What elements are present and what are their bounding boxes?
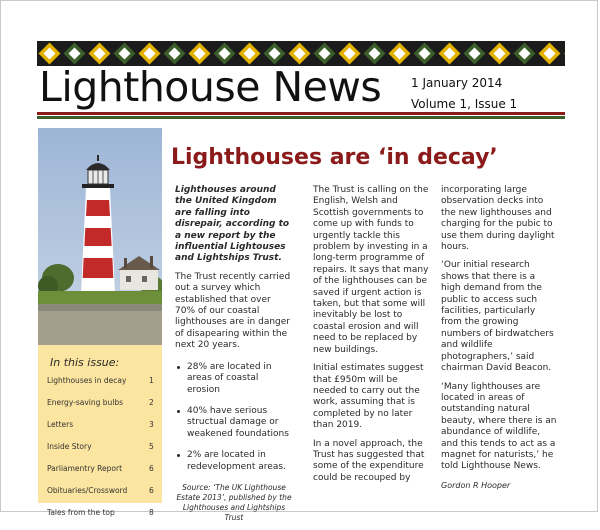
- contents-item-label: Letters: [47, 420, 74, 429]
- issue-volume: Volume 1, Issue 1: [411, 97, 518, 111]
- contents-item[interactable]: [47, 398, 159, 420]
- contents-item[interactable]: [47, 376, 159, 398]
- article-paragraph: The Trust is calling on the English, Welsh and Scottish governments to come up with funds to urgently tackle this problem by investing in a long-term programme of repairs. It says that many of the lighthouses can be saved if urgent action is taken, but that some will inevitably be lost to coastal erosion and will need to be replaced by new buildings.: [313, 185, 429, 355]
- article-column-3: [441, 185, 557, 498]
- contents-item-page: 5: [149, 442, 154, 451]
- source-note: Source: ‘The UK Lighthouse Estate 2013’, published by the Lighthouses and Lightships Trust: [176, 482, 292, 522]
- contents-item[interactable]: [47, 420, 159, 442]
- contents-item[interactable]: [47, 486, 159, 508]
- issue-date: 1 January 2014: [411, 76, 503, 90]
- masthead-rule-green: [37, 116, 565, 119]
- contents-item-label: Parliamentry Report: [47, 464, 123, 473]
- contents-item[interactable]: [47, 508, 159, 530]
- statistics-item: 28% are located in areas of coastal erosion: [175, 362, 293, 396]
- contents-item-page: 1: [149, 376, 154, 385]
- contents-item-page: 2: [149, 398, 154, 407]
- contents-item-page: 6: [149, 486, 154, 495]
- statistics-list: [175, 362, 293, 473]
- contents-item[interactable]: [47, 464, 159, 486]
- article-paragraph: In a novel approach, the Trust has suggested that some of the expenditure could be recouped by: [313, 438, 425, 483]
- contents-item-label: Lighthouses in decay: [47, 376, 127, 385]
- article-paragraph: Initial estimates suggest that £950m will be needed to carry out the work, assuming that is completed by no later than 2019.: [313, 363, 424, 431]
- masthead-title: Lighthouse News: [39, 63, 382, 111]
- contents-item-page: 8: [149, 508, 154, 517]
- article-paragraph: incorporating large observation decks into the new lighthouses and charging for the pubic to use them during daylight hours.: [441, 185, 555, 253]
- border-diamond: [564, 43, 566, 65]
- article-byline: Gordon R Hooper: [441, 480, 511, 490]
- in-this-issue-heading: In this issue:: [50, 356, 120, 369]
- article-column-2: [313, 185, 430, 491]
- article-paragraph: ‘Our initial research shows that there is a high demand from the public to access such facilities, particularly from the growing numbers of birdwatchers and wildlife photographers,’ said chairman David Beacon.: [441, 260, 554, 374]
- contents-item-label: Energy-saving bulbs: [47, 398, 124, 407]
- article-paragraph: The Trust recently carried out a survey which established that over 70% of our coastal lighthouses are in danger of disapearing within the next 20 years.: [175, 271, 291, 351]
- lighthouse-photo: [38, 128, 162, 345]
- contents-item-label: Inside Story: [47, 442, 92, 451]
- contents-item-label: Tales from the top: [47, 508, 115, 517]
- contents-item-label: Obituaries/Crossword: [47, 486, 128, 495]
- contents-item[interactable]: [47, 442, 159, 464]
- contents-item-page: 3: [149, 420, 154, 429]
- article-lead: Lighthouses around the United Kingdom are falling into disrepair, according to a new report by the influential Lightouses and Lightships Trust.: [175, 185, 290, 264]
- contents-item-page: 6: [149, 464, 154, 473]
- article-headline: Lighthouses are ‘in decay’: [171, 145, 498, 170]
- masthead-issue-info: [411, 75, 561, 117]
- masthead-rule-red: [37, 112, 565, 115]
- statistics-item: 40% have serious structual damage or weakened foundations: [175, 406, 293, 440]
- article-paragraph: ‘Many lighthouses are located in areas of outstanding natural beauty, where there is an abundance of wildlife, and this tends to act as a magnet for naturists,’ he told Lighthouse News.: [441, 381, 557, 472]
- article-column-1: [175, 185, 293, 523]
- statistics-item: 2% are located in redevelopment areas.: [175, 450, 293, 473]
- sidebar: [38, 128, 162, 517]
- issue-contents-list: [47, 376, 159, 530]
